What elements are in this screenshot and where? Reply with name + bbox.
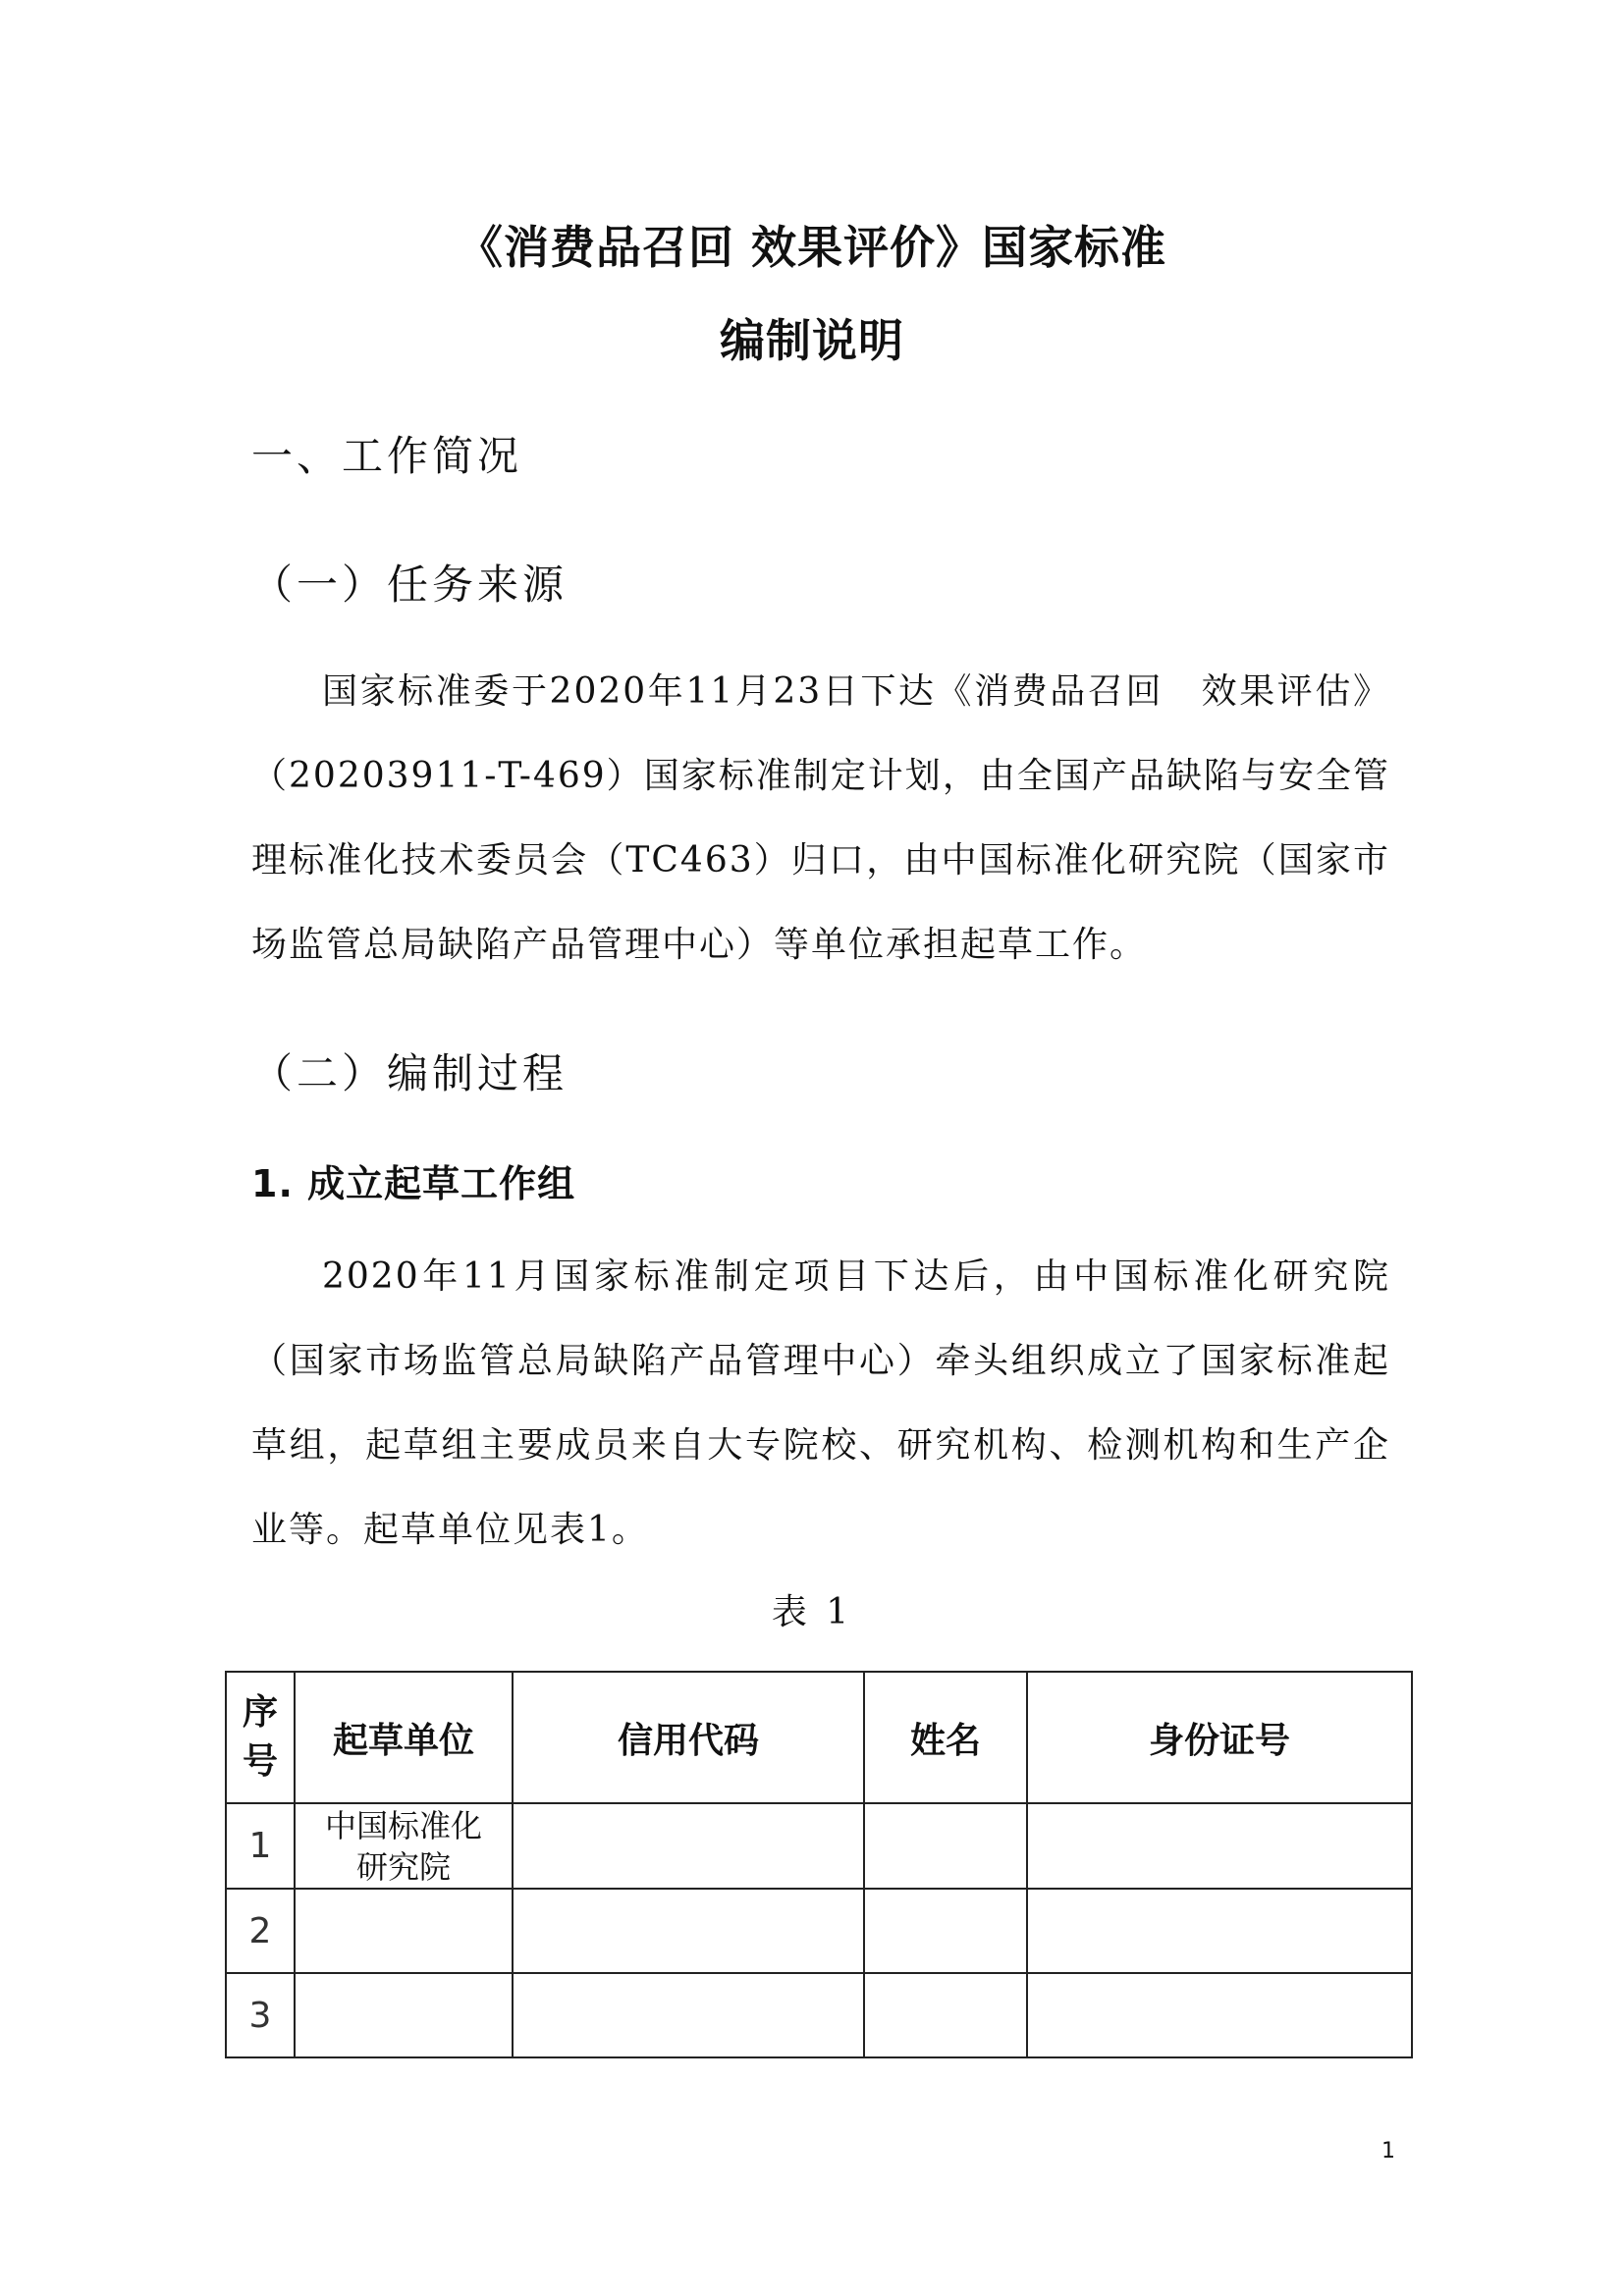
cell-seq: 3 xyxy=(226,1973,295,2057)
cell-org-text: 中国标准化研究院 xyxy=(324,1806,482,1886)
paragraph-working-group: 2020年11月国家标准制定项目下达后，由中国标准化研究院（国家市场监管总局缺陷产品管理中心）牵头组织成立了国家标准起草组，起草组主要成员来自大专院校、研究机构、检测机构和生产企业等。起草单位见表1。 xyxy=(251,1256,1390,1550)
paragraph-task-source: 国家标准委于2020年11月23日下达《消费品召回 效果评估》（20203911-T-469）国家标准制定计划，由全国产品缺陷与安全管理标准化技术委员会（TC463）归口，由中国标准化研究院（国家市场监管总局缺陷产品管理中心）等单位承担起草工作。 xyxy=(251,671,1390,965)
header-id-number: 身份证号 xyxy=(1027,1672,1412,1803)
drafting-units-table xyxy=(225,1671,1413,2058)
header-seq xyxy=(226,1672,295,1803)
cell-org xyxy=(295,1889,513,1973)
table-header-row xyxy=(226,1672,1412,1803)
cell-name xyxy=(864,1803,1027,1889)
cell-seq: 1 xyxy=(226,1803,295,1889)
cell-seq: 2 xyxy=(226,1889,295,1973)
section-heading-work-overview: 一、工作简况 xyxy=(251,432,523,480)
page-number: 1 xyxy=(1381,2139,1395,2163)
header-name: 姓名 xyxy=(864,1672,1027,1803)
header-org: 起草单位 xyxy=(295,1672,513,1803)
cell-credit-code xyxy=(513,1803,864,1889)
table-row xyxy=(226,1803,1412,1889)
cell-credit-code xyxy=(513,1889,864,1973)
cell-name xyxy=(864,1973,1027,2057)
cell-org xyxy=(295,1973,513,2057)
document-subtitle: 编制说明 xyxy=(720,314,904,367)
subsection-heading-task-source: （一）任务来源 xyxy=(251,561,568,609)
table-row xyxy=(226,1973,1412,2057)
cell-id-number xyxy=(1027,1973,1412,2057)
cell-id-number xyxy=(1027,1889,1412,1973)
subsection-heading-drafting-process: （二）编制过程 xyxy=(251,1049,568,1097)
item-heading-form-working-group: 1. 成立起草工作组 xyxy=(251,1162,576,1205)
cell-name xyxy=(864,1889,1027,1973)
cell-org xyxy=(295,1803,513,1889)
table-row xyxy=(226,1889,1412,1973)
cell-id-number xyxy=(1027,1803,1412,1889)
table-caption: 表 1 xyxy=(771,1592,853,1632)
document-title: 《消费品召回 效果评价》国家标准 xyxy=(457,221,1166,274)
header-credit-code: 信用代码 xyxy=(513,1672,864,1803)
header-seq-label: 序号 xyxy=(242,1692,278,1782)
cell-credit-code xyxy=(513,1973,864,2057)
